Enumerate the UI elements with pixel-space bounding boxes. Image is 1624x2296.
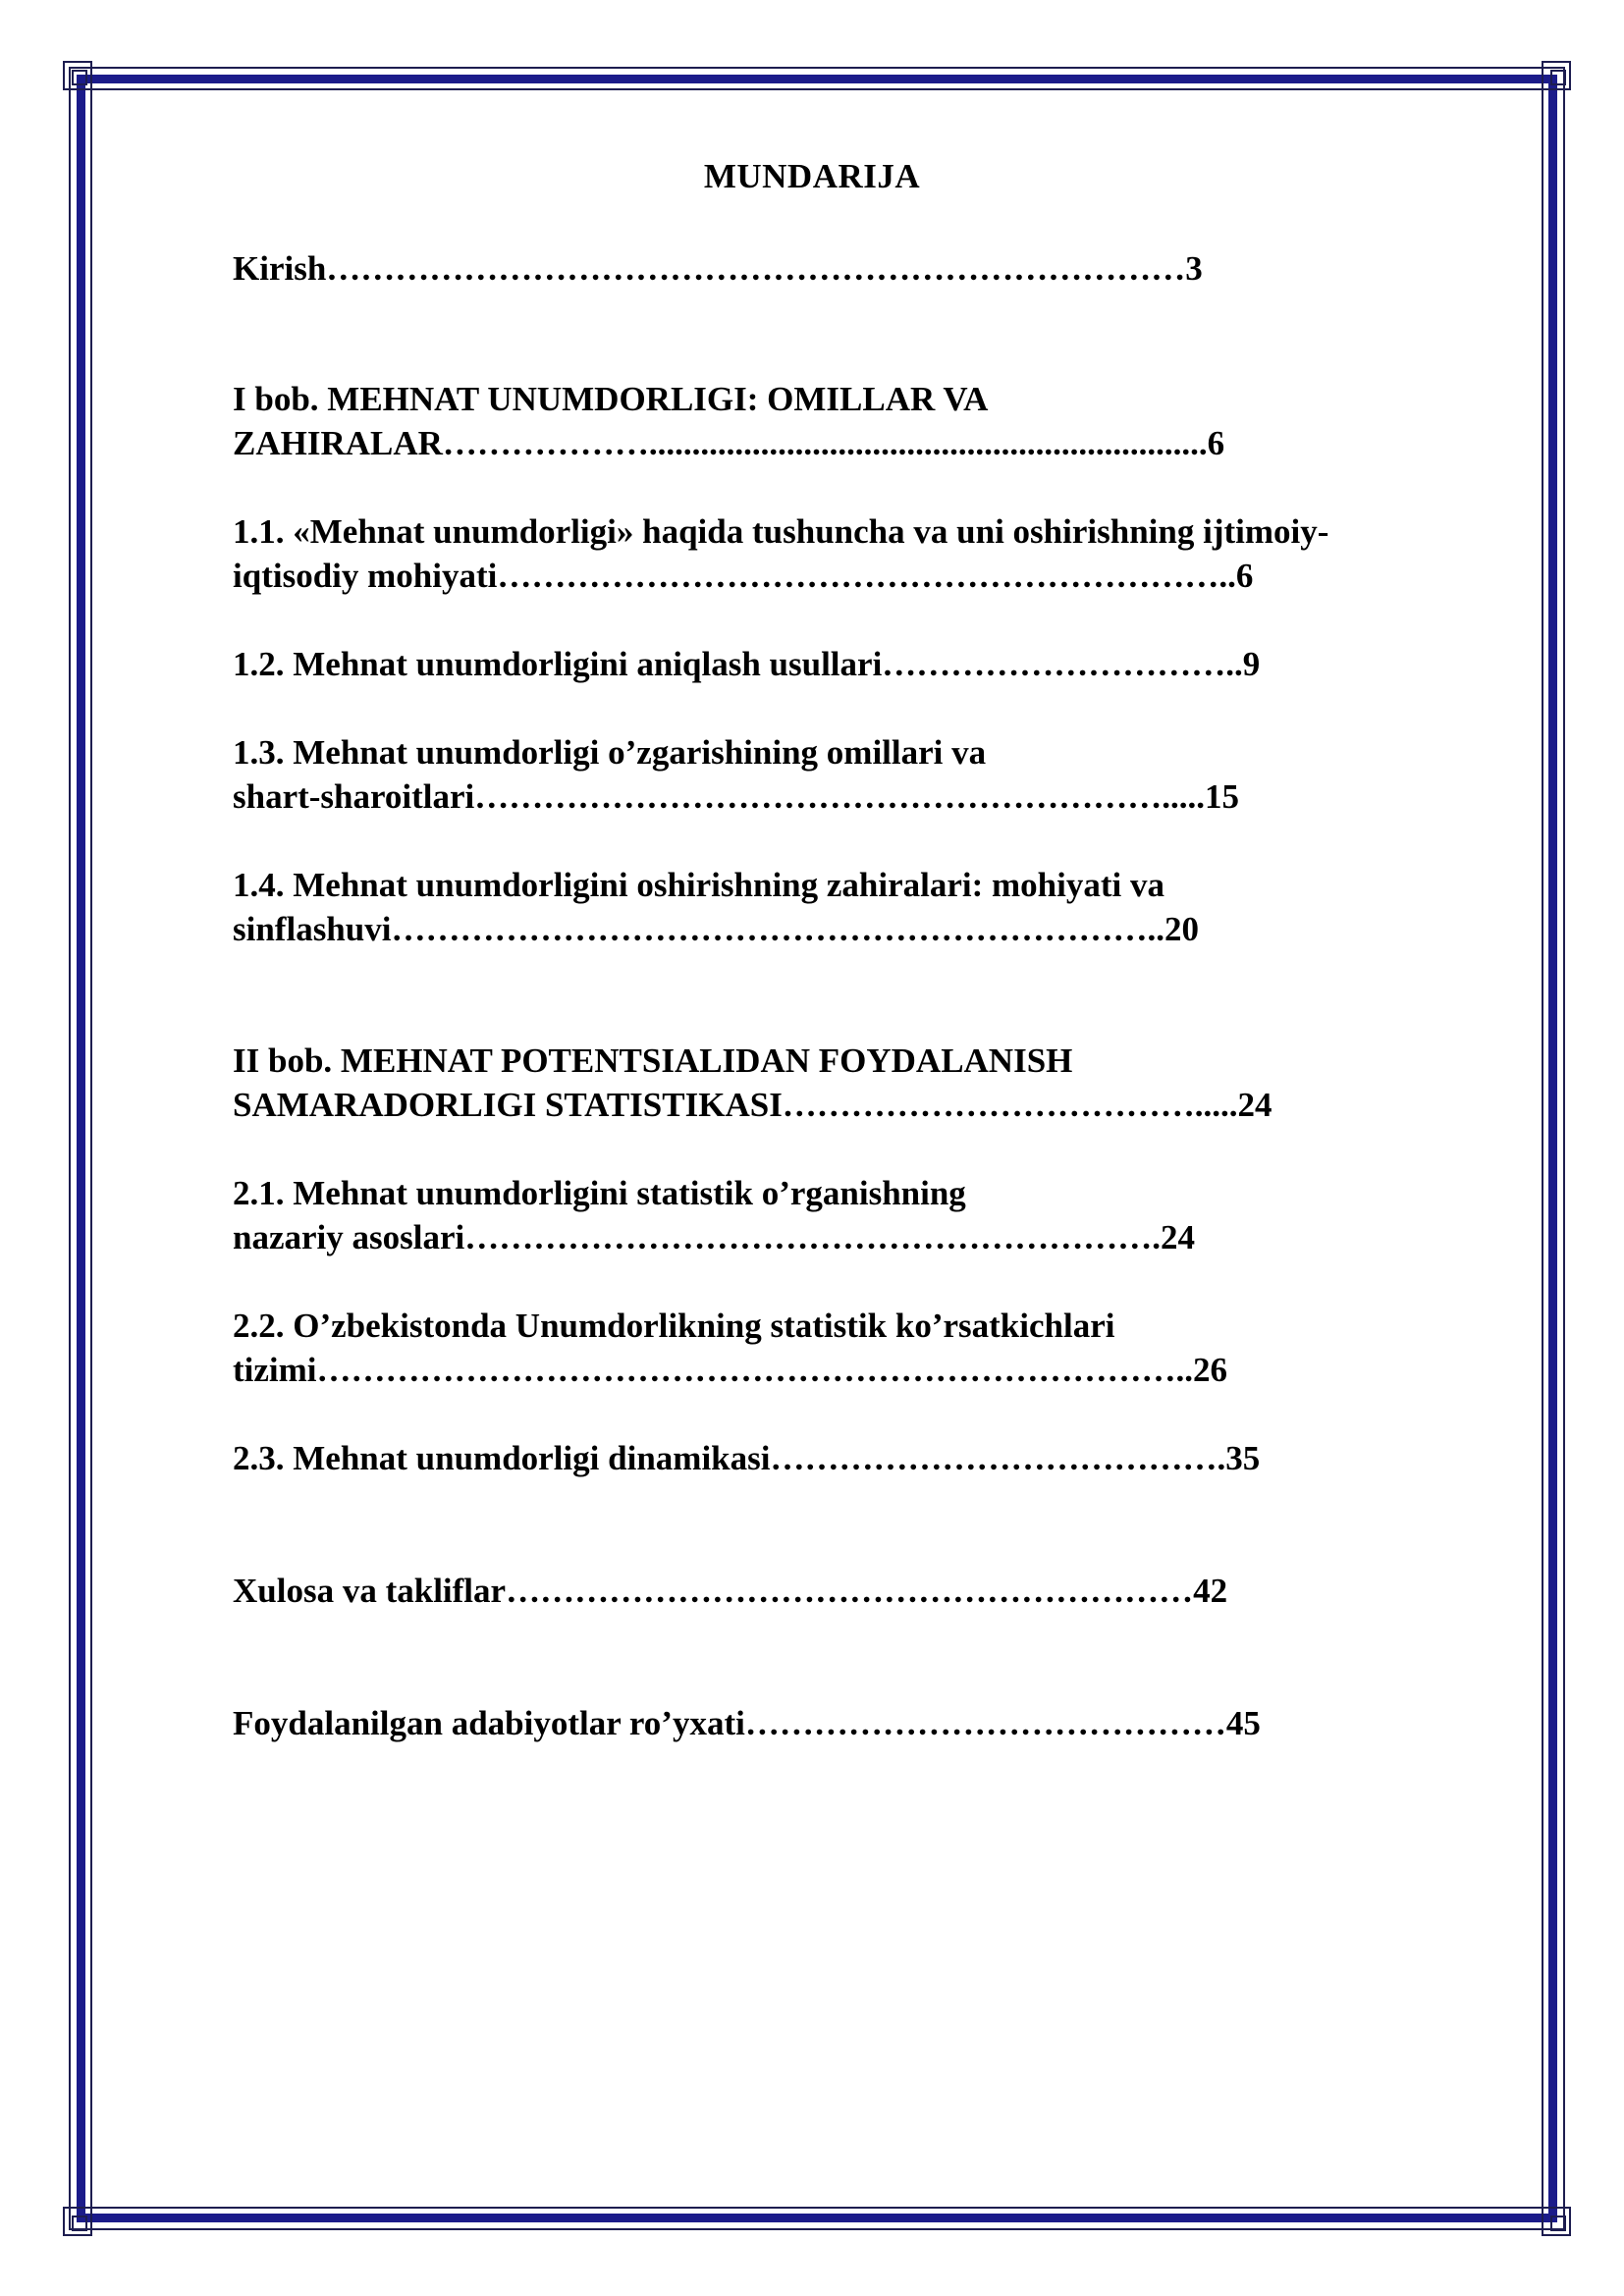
toc-entry-line: 2.1. Mehnat unumdorligini statistik o’rganishning <box>233 1174 966 1212</box>
toc-entry-line: Foydalanilgan adabiyotlar ro’yxati……………………………………45 <box>233 1704 1261 1742</box>
toc-entry-line: I bob. MEHNAT UNUMDORLIGI: OMILLAR VA <box>233 380 989 418</box>
border-corner-ornament <box>63 2207 92 2236</box>
toc-entry-references <box>233 1701 1470 1745</box>
toc-entry-conclusion <box>233 1569 1470 1613</box>
toc-entry-2-2 <box>233 1304 1470 1392</box>
toc-entry-1-1 <box>233 509 1470 598</box>
toc-entry-line: 1.2. Mehnat unumdorligini aniqlash usullari…………………………..9 <box>233 645 1261 683</box>
border-corner-ornament <box>1542 61 1571 90</box>
toc-entry-line: iqtisodiy mohiyati………………………………………………………..6 <box>233 557 1254 595</box>
toc-entry-line: Kirish…………………………………………………………………3 <box>233 249 1203 288</box>
toc-entry-line: 1.1. «Mehnat unumdorligi» haqida tushuncha va uni oshirishning ijtimoiy- <box>233 512 1329 551</box>
toc-entry-chapter-2 <box>233 1039 1470 1127</box>
toc-entry-line: tizimi…………………………………………………………………..26 <box>233 1351 1228 1389</box>
toc-entry-2-3 <box>233 1436 1470 1480</box>
toc-entry-line: SAMARADORLIGI STATISTIKASI……………………………….....24 <box>233 1086 1272 1124</box>
toc-entry-line: 2.2. O’zbekistonda Unumdorlikning statistik ko’rsatkichlari <box>233 1307 1115 1345</box>
toc-entry-line: 1.4. Mehnat unumdorligini oshirishning zahiralari: mohiyati va <box>233 866 1164 904</box>
toc-entry-line: 2.3. Mehnat unumdorligi dinamikasi………………………………….35 <box>233 1439 1261 1477</box>
toc-entry-1-3 <box>233 730 1470 819</box>
toc-entry-line: ZAHIRALAR……………….................................................................6 <box>233 424 1225 462</box>
border-corner-ornament <box>63 61 92 90</box>
toc-entry-1-4 <box>233 863 1470 951</box>
toc-entry-chapter-1 <box>233 377 1470 465</box>
page-title: MUNDARIJA <box>703 157 921 195</box>
toc-entry-line: 1.3. Mehnat unumdorligi o’zgarishining omillari va <box>233 733 987 772</box>
toc-entry-line: sinflashuvi…………………………………………………………..20 <box>233 910 1199 948</box>
toc-entry-introduction <box>233 246 1470 291</box>
border-corner-ornament <box>1542 2207 1571 2236</box>
toc-entry-line: II bob. MEHNAT POTENTSIALIDAN FOYDALANISH <box>233 1041 1073 1080</box>
toc-entry-line: shart-sharoitlari…………………………………………………….....15 <box>233 777 1240 816</box>
toc-entry-2-1 <box>233 1171 1470 1259</box>
toc-entry-line: nazariy asoslari…………………………………………………….24 <box>233 1218 1195 1256</box>
toc-entry-line: Xulosa va takliflar……………………………………………………42 <box>233 1572 1228 1610</box>
toc-entry-1-2 <box>233 642 1470 686</box>
